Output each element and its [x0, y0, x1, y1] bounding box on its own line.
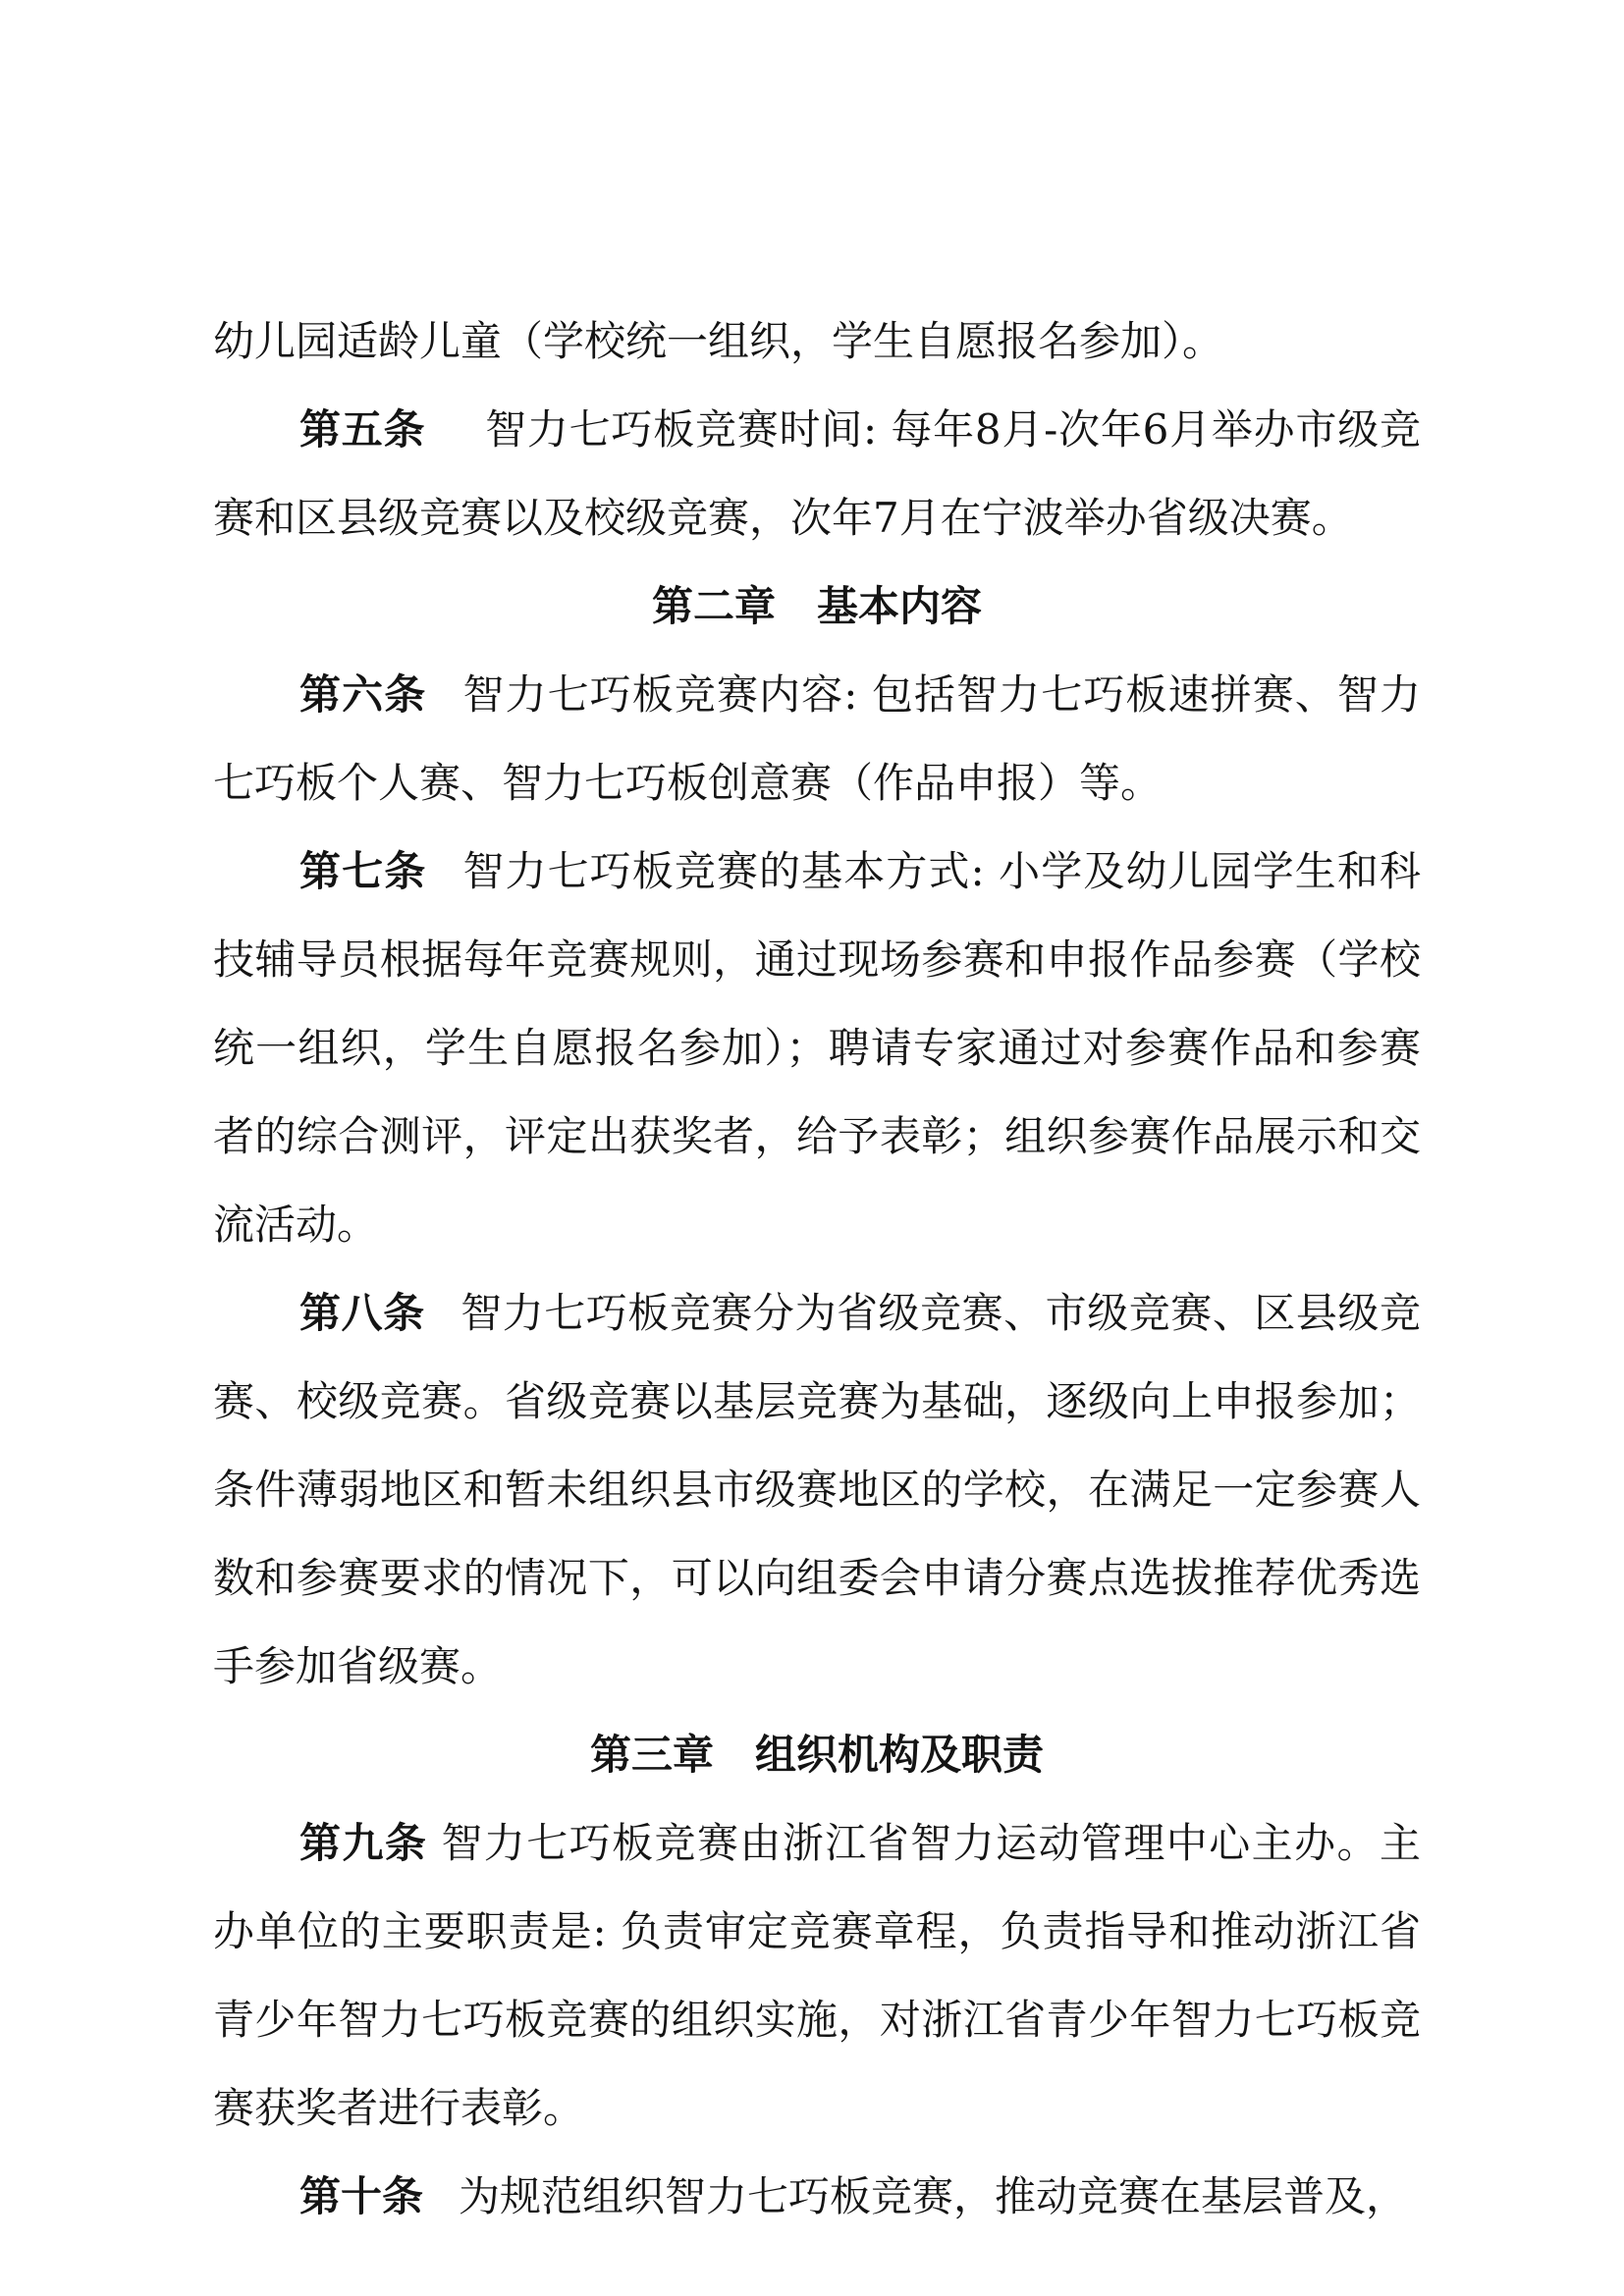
- article-7: [213, 828, 1421, 1269]
- article-label: 第九条: [299, 1819, 428, 1867]
- chapter-3-heading: [213, 1711, 1421, 1799]
- article-text: 为规范组织智力七巧板竞赛，推动竞赛在基层普及，: [459, 2172, 1408, 2220]
- article-text: 智力七巧板竞赛由浙江省智力运动管理中心主办。主办单位的主要职责是: 负责审定竞赛章程，负责指导和推动浙江省青少年智力七巧板竞赛的组织实施，对浙江省青少年智力七巧板竞赛获奖者进行表彰。: [213, 1819, 1421, 2132]
- article-label: 第八条: [299, 1289, 425, 1337]
- paragraph-text: 幼儿园适龄儿童（学校统一组织，学生自愿报名参加）。: [213, 317, 1224, 365]
- article-label: 第六条: [299, 670, 427, 719]
- article-label: 第十条: [299, 2172, 424, 2220]
- article-text: 智力七巧板竞赛的基本方式: 小学及幼儿园学生和科技辅导员根据每年竞赛规则，通过现场参赛和申报作品参赛（学校统一组织，学生自愿报名参加）；聘请专家通过对参赛作品和参赛者的综合测评，评定出获奖者，给予表彰；组织参赛作品展示和交流活动。: [213, 847, 1421, 1249]
- chapter-number: 第二章: [651, 582, 776, 630]
- article-5: [213, 386, 1421, 562]
- article-text: 智力七巧板竞赛内容: 包括智力七巧板速拼赛、智力七巧板个人赛、智力七巧板创意赛（作品申报）等。: [213, 670, 1421, 807]
- document-body: [213, 297, 1421, 2241]
- article-8: [213, 1269, 1421, 1711]
- article-10: [213, 2153, 1421, 2241]
- chapter-title: 基本内容: [817, 582, 983, 630]
- paragraph-continuation: [213, 297, 1421, 386]
- article-label: 第五条: [299, 405, 426, 454]
- article-6: [213, 651, 1421, 828]
- chapter-2-heading: [213, 562, 1421, 651]
- article-label: 第七条: [299, 847, 427, 895]
- article-9: [213, 1799, 1421, 2153]
- article-text: 智力七巧板竞赛时间: 每年8月-次年6月举办市级竞赛和区县级竞赛以及校级竞赛，次年7月在宁波举办省级决赛。: [213, 405, 1421, 542]
- chapter-title: 组织机构及职责: [755, 1731, 1045, 1779]
- article-text: 智力七巧板竞赛分为省级竞赛、市级竞赛、区县级竞赛、校级竞赛。省级竞赛以基层竞赛为基础，逐级向上申报参加；条件薄弱地区和暂未组织县市级赛地区的学校，在满足一定参赛人数和参赛要求的情况下，可以向组委会申请分赛点选拔推荐优秀选手参加省级赛。: [213, 1289, 1421, 1690]
- chapter-number: 第三章: [589, 1731, 714, 1779]
